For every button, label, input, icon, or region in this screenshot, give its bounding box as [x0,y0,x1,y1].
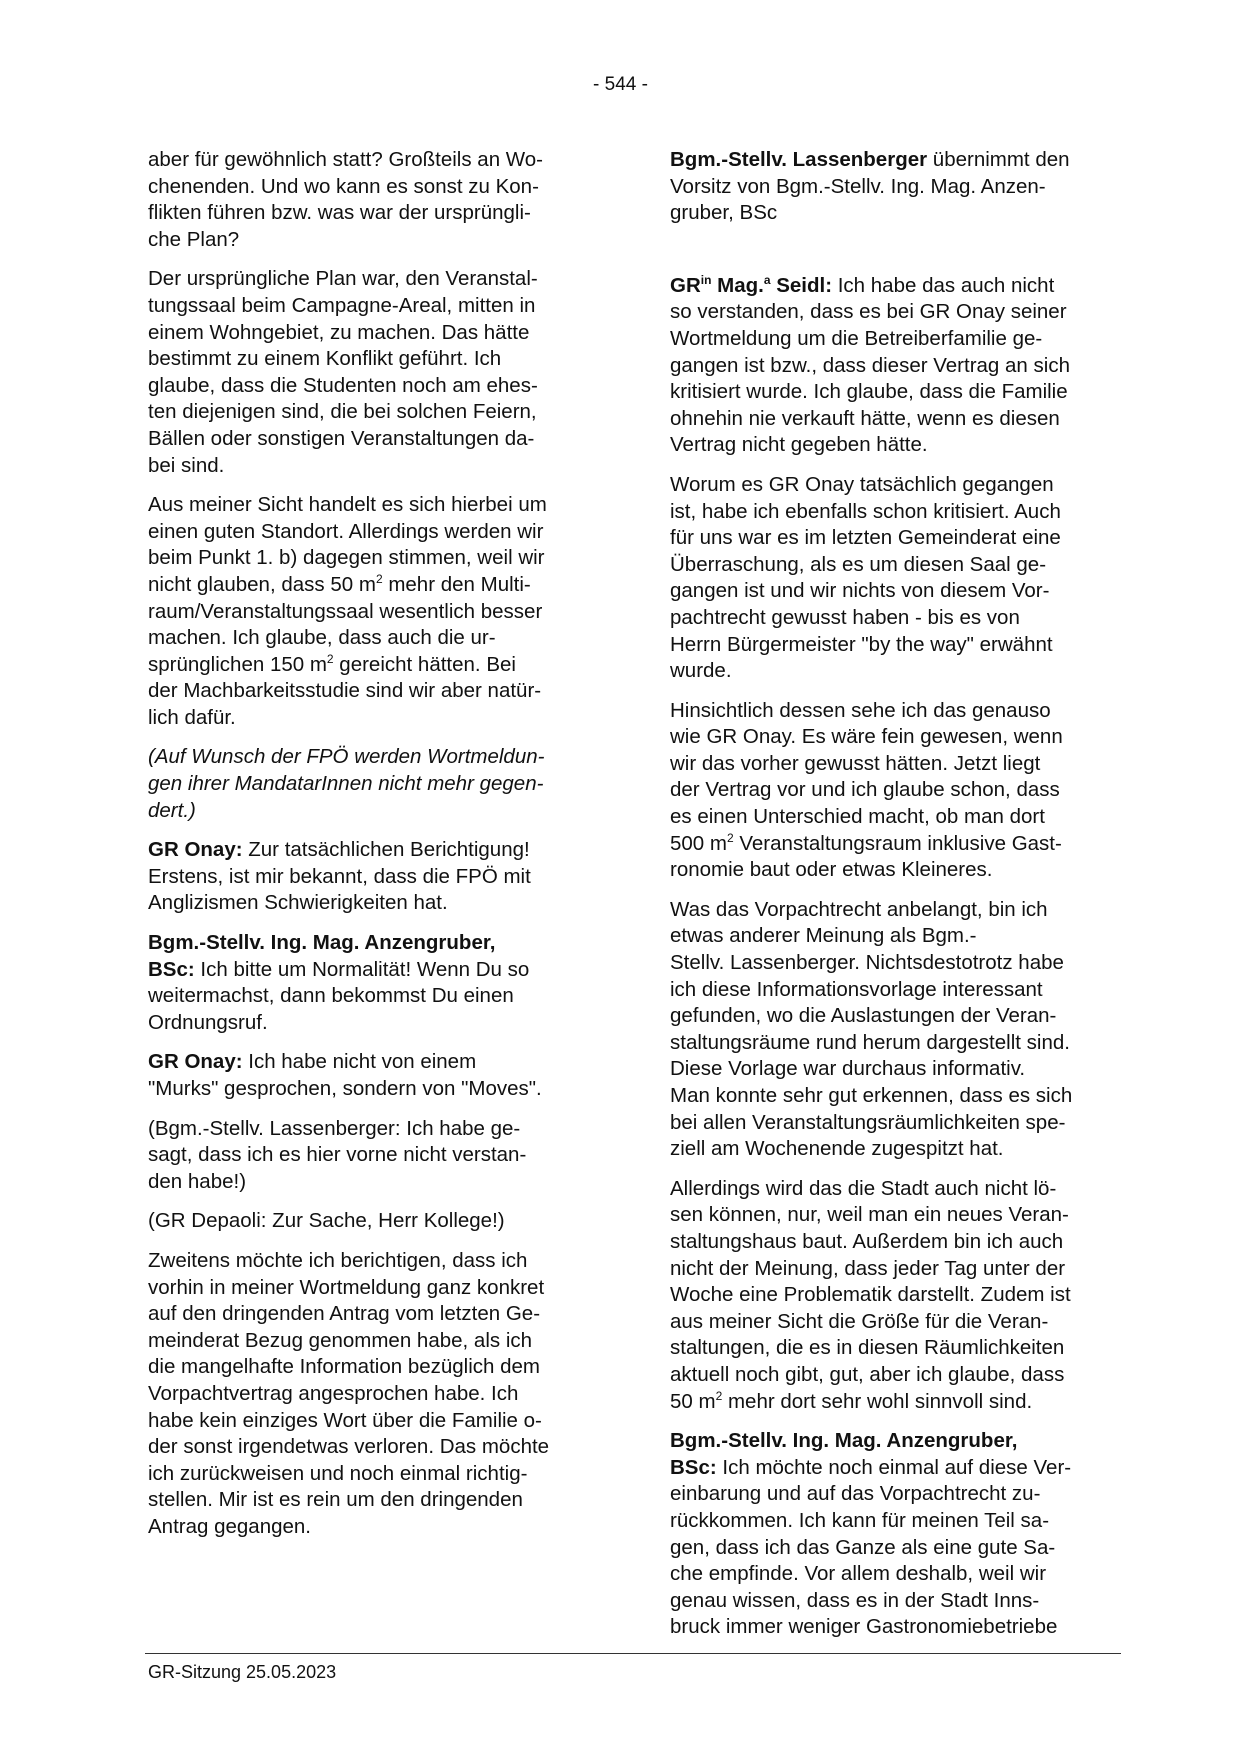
paragraph-text: Der ursprüngliche Plan war, den Veranstal- tungssaal beim Campagne-Areal, mitten in einem Wohngebiet, zu machen. Das hätte bestimmt zu einem Konflikt geführt. Ich glaube, dass die Studenten noch am ehes- ten diejenigen sind, die bei solchen Feiern, Bällen oder sonstigen Veranstaltungen da- bei sind. [148,267,538,477]
speaker-name: GR Onay: [148,1050,243,1074]
speech-text: Ich habe das auch nicht so verstanden, dass es bei GR Onay seiner Wortmeldung um die Betreiberfamilie ge- gangen ist bzw., dass dieser Vertrag an sich kritisiert wurde. Ich glaube, dass die Familie ohnehin nie verkauft hätte, wenn es diesen Vertrag nicht gegeben hätte. [670,273,1070,457]
speaker-name [670,274,832,297]
superscript: 2 [726,830,734,845]
paragraph-text: (GR Depaoli: Zur Sache, Herr Kollege!) [148,1209,505,1233]
paragraph-text: Allerdings wird das die Stadt auch nicht lö- sen können, nur, weil man ein neues Veran- staltungshaus baut. Außerdem bin ich auch nicht der Meinung, dass jeder Tag unter der Woche eine Problematik darstellt. Zudem ist aus meiner Sicht die Größe für die Veran- staltungen, die es in diesen Räumlichkeiten aktuell noch gibt, gut, aber ich glaube, dass 50 m [670,1176,1071,1413]
superscript: 2 [326,651,334,666]
italic-note [148,744,598,824]
speech-text: Ich bitte um Normalität! Wenn Du so weitermachst, dann bekommst Du einen Ordnungsruf. [148,957,530,1034]
superscript: 2 [375,572,383,587]
superscript: 2 [715,1388,723,1403]
paragraph [148,147,598,253]
italic-text: (Auf Wunsch der FPÖ werden Wortmeldun- gen ihrer MandatarInnen nicht mehr gegen- dert.) [148,745,545,822]
speech [670,1428,1130,1641]
speaker-name: GR Onay: [148,838,243,862]
paragraph-text: Veranstaltungsraum inklusive Gast- ronomie baut oder etwas Kleineres. [670,831,1062,882]
right-column [670,147,1130,1654]
interjection [148,1208,598,1235]
speech [670,273,1130,459]
speech [148,837,598,917]
speaker-name: Bgm.-Stellv. Ing. Mag. Anzengruber, BSc: [670,1429,1018,1479]
speech-text: Ich möchte noch einmal auf diese Ver- einbarung und auf das Vorpachtrecht zu- rückkommen. Ich kann für meinen Teil sa- gen, dass ich das Ganze als eine gute Sa- che empfinde. Vor allem deshalb, weil wir genau wissen, dass es in der Stadt Inns- bruck immer weniger Gastronomiebetriebe [670,1455,1072,1639]
paragraph [670,1176,1130,1415]
paragraph [670,698,1130,884]
paragraph-text: Zweitens möchte ich berichtigen, dass ich vorhin in meiner Wortmeldung ganz konkret auf den dringenden Antrag vom letzten Ge- meinderat Bezug genommen habe, als ich die mangelhafte Information bezüglich dem Vorpachtvertrag angesprochen habe. Ich habe kein einziges Wort über die Familie o- der sonst irgendetwas verloren. Das möchte ich zurückweisen und noch einmal richtig- stellen. Mir ist es rein um den dringenden Antrag gegangen. [148,1248,550,1538]
footer-session-date: GR-Sitzung 25.05.2023 [148,1662,337,1682]
speaker-name-part: GR [670,273,701,297]
speech [670,147,1130,227]
speech-text: Ich habe nicht von einem "Murks" gesprochen, sondern von "Moves". [148,1050,542,1100]
interjection [148,1116,598,1196]
speech [148,1049,598,1102]
paragraph-text: Aus meiner Sicht handelt es sich hierbei um einen guten Standort. Allerdings werden wir beim Punkt 1. b) dagegen stimmen, weil wir nicht glauben, dass 50 m [148,493,547,596]
paragraph-text: mehr dort sehr wohl sinnvoll sind. [722,1389,1033,1413]
paragraph [670,897,1130,1163]
speech-text: Zur tatsächlichen Berichtigung! Erstens, ist mir bekannt, dass die FPÖ mit Anglizismen Schwierigkeiten hat. [148,838,531,915]
speaker-name-part: Mag. [711,273,764,297]
paragraph-text: Was das Vorpachtrecht anbelangt, bin ich etwas anderer Meinung als Bgm.- Stellv. Lassenberger. Nichtsdestotrotz habe ich diese Informationsvorlage interessant gefunden, wo die Auslastungen der Veran- staltungsräume rund herum dargestellt sind. Diese Vorlage war durchaus informativ. Man konnte sehr gut erkennen, dass es sich bei allen Veranstaltungsräumlichkeiten spe- ziell am Wochenende zugespitzt hat. [670,897,1073,1161]
superscript: in [700,272,712,287]
paragraph-text: gereicht hätten. Bei der Machbarkeitsstudie sind wir aber natür- lich dafür. [148,652,542,729]
speaker-name-part: Seidl: [770,273,833,297]
paragraph-text: mehr den Multi- raum/Veranstaltungssaal wesentlich besser machen. Ich glaube, dass auch die ur- sprünglichen 150 m [148,572,543,676]
paragraph-text: Hinsichtlich dessen sehe ich das genauso wie GR Onay. Es wäre fein gewesen, wenn wir das vorher gewusst hätten. Jetzt liegt der Vertrag vor und ich glaube schon, dass es einen Unterschied macht, ob man dort 500 m [670,698,1063,855]
speech [148,930,598,1036]
page-number: - 544 - [593,74,648,95]
paragraph [148,1248,598,1541]
paragraph [148,492,598,731]
left-column [148,147,598,1554]
footer-divider [145,1653,1121,1654]
speech-text: übernimmt den Vorsitz von Bgm.-Stellv. Ing. Mag. Anzen- gruber, BSc [670,148,1070,225]
paragraph-text: aber für gewöhnlich statt? Großteils an Wo- chenenden. Und wo kann es sonst zu Kon- flikten führen bzw. was war der ursprüngli- che Plan? [148,148,543,251]
speaker-name: Bgm.-Stellv. Lassenberger [670,148,928,171]
speaker-name: Bgm.-Stellv. Ing. Mag. Anzengruber, BSc: [148,931,496,981]
paragraph [148,266,598,479]
superscript: a [763,272,771,287]
paragraph-text: (Bgm.-Stellv. Lassenberger: Ich habe ge- sagt, dass ich es hier vorne nicht verstan- den habe!) [148,1116,527,1193]
paragraph [670,472,1130,685]
paragraph-text: Worum es GR Onay tatsächlich gegangen ist, habe ich ebenfalls schon kritisiert. Auch für uns war es im letzten Gemeinderat eine Überraschung, als es um diesen Saal ge- gangen ist und wir nichts von diesem Vor- pachtrecht gewusst haben - bis es von Herrn Bürgermeister "by the way" erwähnt wurde. [670,472,1061,683]
